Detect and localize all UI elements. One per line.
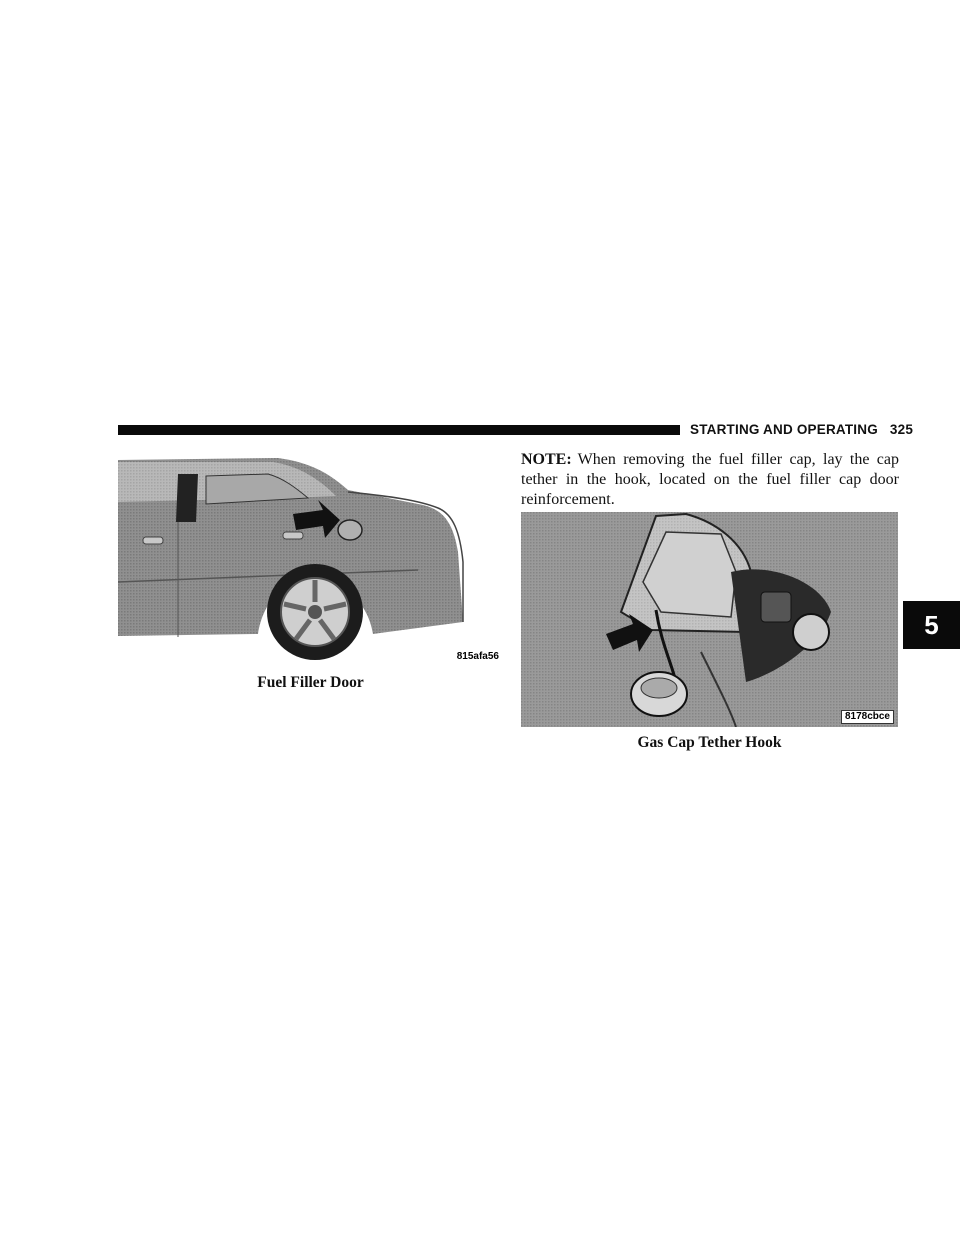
running-header (690, 420, 913, 440)
figure-caption: Gas Cap Tether Hook (637, 734, 782, 751)
fuel-filler-door-figure (118, 452, 503, 664)
gas-cap-tether-figure (521, 512, 898, 727)
section-title: STARTING AND OPERATING (690, 422, 878, 437)
page-number: 325 (889, 422, 914, 437)
car-illustration (118, 452, 503, 664)
figure-code: 8178cbce (841, 710, 894, 724)
note-label: NOTE: (521, 451, 572, 468)
chapter-tab: 5 (903, 601, 960, 649)
figure-caption: Fuel Filler Door (257, 674, 364, 691)
header-rule (118, 425, 680, 435)
note-text: When removing the fuel filler cap, lay the cap tether in the hook, located on the fuel filler cap door reinforcement. (521, 451, 899, 508)
note-paragraph (521, 450, 899, 510)
fuel-door-illustration (521, 512, 898, 727)
figure-code: 815afa56 (456, 651, 499, 662)
